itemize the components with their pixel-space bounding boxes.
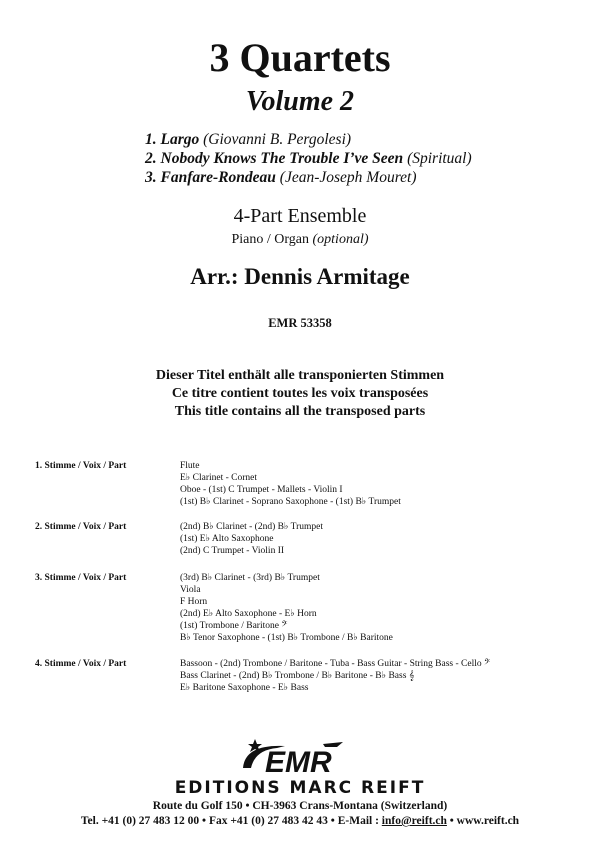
piece-item: 2. Nobody Knows The Trouble I’ve Seen (Spiritual) — [145, 150, 472, 167]
part-label: 2. Stimme / Voix / Part — [35, 522, 127, 532]
publisher-contact: Tel. +41 (0) 27 483 12 00 • Fax +41 (0) 27 483 42 43 • E-Mail : info@reift.ch • www.reift.ch — [80, 815, 520, 827]
part-label: 3. Stimme / Voix / Part — [35, 573, 127, 583]
transposition-note-de: Dieser Titel enthält alle transponierten Stimmen — [155, 368, 445, 383]
instrument-line: (1st) E♭ Alto Saxophone — [180, 534, 274, 544]
instrument-line: E♭ Clarinet - Cornet — [180, 473, 258, 483]
email-link[interactable]: info@reift.ch — [381, 815, 447, 827]
instrument-list — [180, 658, 490, 694]
instrument-line: E♭ Baritone Saxophone - E♭ Bass — [180, 683, 309, 693]
transposition-note-en: This title contains all the transposed parts — [174, 404, 426, 419]
piece-item: 1. Largo (Giovanni B. Pergolesi) — [145, 131, 352, 148]
instrument-line: Bass Clarinet - (2nd) B♭ Trombone / B♭ Baritone - B♭ Bass 𝄞 — [180, 671, 415, 681]
part-label: 4. Stimme / Voix / Part — [35, 659, 127, 669]
instrument-list — [180, 460, 401, 508]
instrument-line: Bassoon - (2nd) Trombone / Baritone - Tuba - Bass Guitar - String Bass - Cello 𝄢 — [180, 659, 491, 669]
instrument-line: (1st) B♭ Clarinet - Soprano Saxophone - (1st) B♭ Trumpet — [180, 497, 401, 507]
part-label: 1. Stimme / Voix / Part — [35, 461, 127, 471]
title: 3 Quartets — [209, 35, 391, 80]
catalog-code: EMR 53358 — [268, 316, 332, 330]
accompaniment: Piano / Organ (optional) — [231, 232, 369, 247]
instrument-line: F Horn — [180, 597, 208, 607]
instrument-line: (3rd) B♭ Clarinet - (3rd) B♭ Trumpet — [180, 573, 320, 583]
svg-text:EMR: EMR — [265, 746, 332, 778]
instrument-line: B♭ Tenor Saxophone - (1st) B♭ Trombone / B♭ Baritone — [180, 633, 393, 643]
volume-subtitle: Volume 2 — [245, 86, 355, 117]
piece-list — [145, 130, 472, 187]
instrument-line: (1st) Trombone / Baritone 𝄢 — [180, 621, 288, 631]
piece-item: 3. Fanfare-Rondeau (Jean-Joseph Mouret) — [145, 169, 417, 186]
publisher-address: Route du Golf 150 • CH-3963 Crans-Montana (Switzerland) — [152, 800, 448, 812]
publisher-logo — [0, 738, 600, 778]
instrument-line: Flute — [180, 461, 200, 471]
instrument-line: (2nd) C Trumpet - Violin II — [180, 546, 285, 556]
instrument-line: (2nd) E♭ Alto Saxophone - E♭ Horn — [180, 609, 317, 619]
arranger: Arr.: Dennis Armitage — [190, 264, 410, 289]
instrument-list — [180, 521, 323, 557]
instrument-line: Viola — [180, 585, 201, 595]
instrument-line: Oboe - (1st) C Trumpet - Mallets - Violin I — [180, 485, 343, 495]
transposition-note-fr: Ce titre contient toutes les voix transposées — [171, 386, 429, 401]
instrument-line: (2nd) B♭ Clarinet - (2nd) B♭ Trumpet — [180, 522, 324, 532]
ensemble-type: 4-Part Ensemble — [233, 205, 367, 227]
instrument-list — [180, 572, 393, 644]
transposition-note — [0, 367, 600, 421]
emr-logo-icon — [225, 738, 375, 778]
publisher-name: EDITIONS MARC REIFT — [174, 778, 426, 798]
